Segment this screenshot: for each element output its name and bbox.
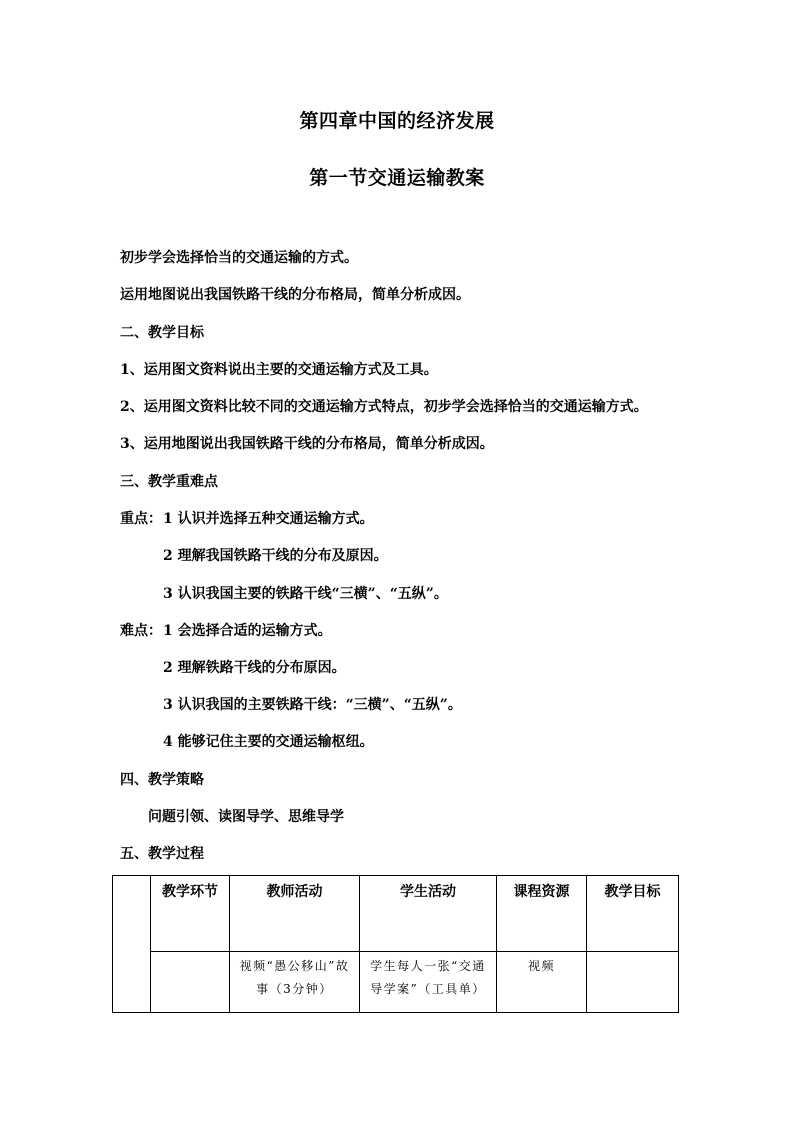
cell-resource: 视频 <box>497 952 587 1013</box>
header-teacher-activity: 教师活动 <box>230 876 360 952</box>
section-heading-key-points: 三、教学重难点 <box>120 474 218 490</box>
key-point-1: 1 认识并选择五种交通运输方式。 <box>163 511 374 527</box>
goal-item-3: 3、运用地图说出我国铁路干线的分布格局，简单分析成因。 <box>120 436 494 452</box>
difficult-point-1: 1 会选择合适的运输方式。 <box>163 623 332 639</box>
difficult-point-4: 4 能够记住主要的交通运输枢纽。 <box>163 734 374 750</box>
table-row <box>113 952 679 1013</box>
table-header-row <box>113 876 679 952</box>
key-point-3: 3 认识我国主要的铁路干线“三横”、“五纵”。 <box>163 586 448 602</box>
teaching-process-table <box>112 875 679 1013</box>
objective-line-2: 运用地图说出我国铁路干线的分布格局，简单分析成因。 <box>120 287 470 303</box>
key-points-label: 重点： <box>120 511 162 527</box>
difficult-point-2: 2 理解铁路干线的分布原因。 <box>163 660 346 676</box>
difficult-points-label: 难点： <box>120 623 162 639</box>
header-student-activity: 学生活动 <box>360 876 497 952</box>
header-teaching-stage: 教学环节 <box>151 876 230 952</box>
header-course-resources: 课程资源 <box>497 876 587 952</box>
key-point-2: 2 理解我国铁路干线的分布及原因。 <box>163 548 388 564</box>
cell-student-activity: 学生每人一张“交通导学案”（工具单） <box>360 952 497 1013</box>
goal-item-2: 2、运用图文资料比较不同的交通运输方式特点，初步学会选择恰当的交通运输方式。 <box>120 399 648 415</box>
goal-item-1: 1、运用图文资料说出主要的交通运输方式及工具。 <box>120 362 438 378</box>
document-title: 第四章中国的经济发展 <box>299 110 495 132</box>
objective-line-1: 初步学会选择恰当的交通运输的方式。 <box>120 250 358 266</box>
difficult-point-3: 3 认识我国的主要铁路干线：“三横”、“五纵”。 <box>163 697 462 713</box>
cell-teacher-activity: 视频“愚公移山”故事（3分钟） <box>230 952 360 1013</box>
document-subtitle: 第一节交通运输教案 <box>309 167 485 189</box>
strategy-text: 问题引领、读图导学、思维导学 <box>148 809 344 825</box>
cell-goal <box>587 952 679 1013</box>
cell-stage <box>151 952 230 1013</box>
table-side-cell <box>113 876 151 1013</box>
header-teaching-goal: 教学目标 <box>587 876 679 952</box>
section-heading-goals: 二、教学目标 <box>120 325 204 341</box>
section-heading-strategy: 四、教学策略 <box>120 772 204 788</box>
section-heading-process: 五、教学过程 <box>120 846 204 862</box>
